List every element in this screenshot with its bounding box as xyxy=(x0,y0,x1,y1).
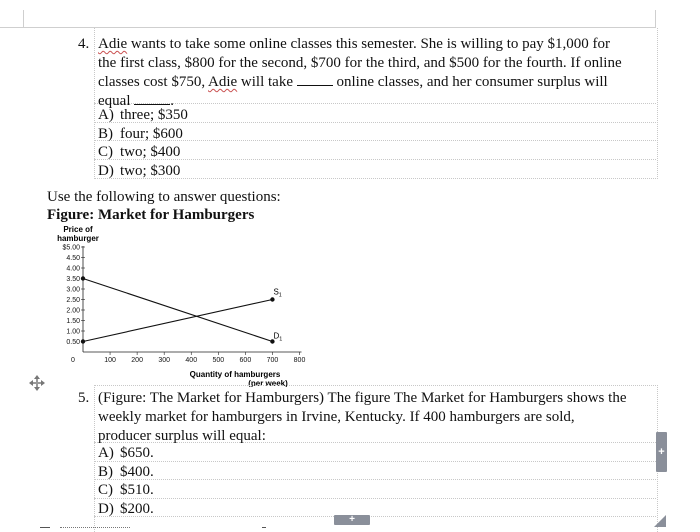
question-5-text: (Figure: The Market for Hamburgers) The figure The Market for Hamburgers shows the weekly market for hamburgers in Irvine, Kentucky. If 400 hamburgers are sold, producer surplus will equal: xyxy=(98,390,627,444)
y-tick-label: 1.50 xyxy=(66,318,80,325)
y-tick-label: 2.50 xyxy=(66,297,80,304)
market-chart xyxy=(40,222,310,387)
answer-blank-1 xyxy=(297,73,333,86)
plus-icon: + xyxy=(349,514,355,525)
option-b[interactable]: B) $400. xyxy=(98,463,154,480)
series-endpoint xyxy=(81,339,85,343)
option-a[interactable]: A) $650. xyxy=(98,445,154,461)
y-axis-label-1: Price of xyxy=(63,225,93,234)
next-question-hint-2 xyxy=(60,527,130,528)
question-4-number: 4. xyxy=(78,36,90,52)
option-a[interactable]: A) three; $350 xyxy=(98,107,188,123)
option-d[interactable]: D) two; $300 xyxy=(98,162,181,179)
y-tick-label: 1.00 xyxy=(66,328,80,336)
origin-label: 0 xyxy=(71,357,75,364)
figure-title: Figure: Market for Hamburgers xyxy=(47,207,255,223)
question-5-options xyxy=(98,444,154,518)
answer-blank-2 xyxy=(134,92,170,105)
series-endpoint xyxy=(81,276,85,280)
y-tick-label: 3.00 xyxy=(66,286,80,294)
question-4-options xyxy=(98,106,188,180)
intro-text: Use the following to answer questions: xyxy=(47,189,281,205)
name-adie: Adie xyxy=(98,36,128,52)
x-tick-label: 500 xyxy=(212,357,225,364)
x-tick-label: 600 xyxy=(239,357,252,364)
series-endpoint xyxy=(270,297,274,301)
add-column-button[interactable] xyxy=(656,432,667,472)
option-c[interactable]: C) two; $400 xyxy=(98,144,181,160)
y-tick-label: 2.00 xyxy=(66,307,80,315)
x-axis-label-2: (per week) xyxy=(248,379,288,387)
question-4-text: Adie wants to take some online classes this semester. She is willing to pay $1,000 for the first class, $800 for the second, $700 for the third, and $500 for the fourth. If online classes cost $750, Adie will take online classes, and her consumer surplus will equal . xyxy=(98,36,622,109)
y-axis-label-2: hamburger xyxy=(57,234,99,243)
next-question-hint-3 xyxy=(262,527,266,528)
option-d[interactable]: D) $200. xyxy=(98,500,154,517)
series-label-d: $D_1$ xyxy=(273,331,283,343)
x-tick-label: 100 xyxy=(104,357,116,364)
plus-icon: + xyxy=(658,446,665,458)
page-guide-corner-right xyxy=(655,10,656,28)
question-5-number: 5. xyxy=(78,390,90,406)
add-row-button[interactable] xyxy=(334,515,370,525)
series-label-s: $S_1$ xyxy=(273,287,282,299)
series-line-s xyxy=(83,300,272,342)
x-axis-label-1: Quantity of hamburgers xyxy=(189,370,281,379)
y-tick-label: 4.00 xyxy=(66,265,80,273)
y-tick-label: 3.50 xyxy=(66,276,80,283)
option-c[interactable]: C) $510. xyxy=(98,482,154,498)
y-tick-label: 0.50 xyxy=(66,339,80,346)
y-tick-label: $5.00 xyxy=(62,244,80,252)
resize-corner-icon[interactable] xyxy=(654,514,666,526)
move-arrows-icon[interactable] xyxy=(28,374,46,392)
y-tick-label: 4.50 xyxy=(66,255,80,262)
x-tick-label: 800 xyxy=(293,357,306,364)
next-question-hint xyxy=(40,527,50,528)
x-tick-label: 300 xyxy=(158,357,171,364)
option-b[interactable]: B) four; $600 xyxy=(98,125,183,142)
x-tick-label: 200 xyxy=(131,357,143,364)
x-tick-label: 400 xyxy=(185,357,198,364)
x-tick-label: 700 xyxy=(266,357,279,364)
page-guide-corner-left xyxy=(23,10,24,28)
series-line-d xyxy=(83,279,272,342)
